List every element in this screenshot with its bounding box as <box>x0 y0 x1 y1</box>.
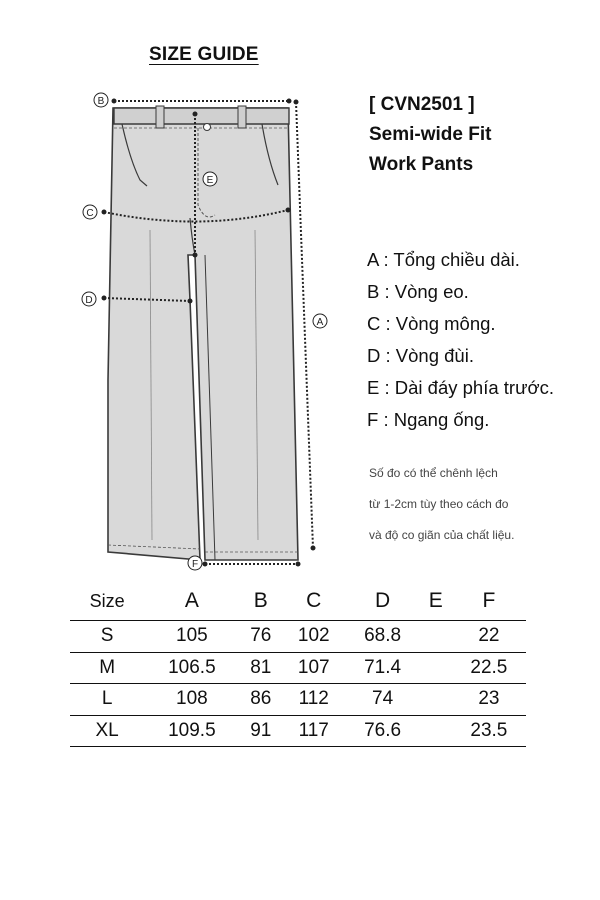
note-line: từ 1-2cm tùy theo cách đo <box>369 497 509 511</box>
table-cell <box>420 621 452 653</box>
column-header: F <box>482 589 496 612</box>
table-cell: 23 <box>452 684 526 716</box>
table-cell: 91 <box>240 715 282 747</box>
table-cell: 107 <box>282 652 346 684</box>
belt-loop <box>238 106 246 128</box>
button <box>204 124 211 131</box>
table-cell <box>420 715 452 747</box>
table-cell: 105 <box>144 621 239 653</box>
table-cell: 71.4 <box>346 652 420 684</box>
table-cell: 117 <box>282 715 346 747</box>
table-cell: 22.5 <box>452 652 526 684</box>
legend-item: C : Vòng mông. <box>367 313 496 334</box>
table-cell: XL <box>70 715 144 747</box>
note-line: Số đo có thể chênh lệch <box>369 466 498 480</box>
table-cell: 108 <box>144 684 239 716</box>
page-title: SIZE GUIDE <box>149 44 259 65</box>
table-cell <box>420 652 452 684</box>
table-cell: 109.5 <box>144 715 239 747</box>
product-name-line1: Semi-wide Fit <box>369 124 492 145</box>
table-cell: 112 <box>282 684 346 716</box>
pants-outline <box>108 108 298 560</box>
table-cell: 86 <box>240 684 282 716</box>
table-cell: 76 <box>240 621 282 653</box>
table-row <box>70 684 526 716</box>
legend-item: B : Vòng eo. <box>367 281 469 302</box>
table-cell <box>420 684 452 716</box>
table-cell: 74 <box>346 684 420 716</box>
table-header-row <box>70 582 526 621</box>
column-header: A <box>184 589 199 612</box>
column-header: B <box>253 589 268 612</box>
table-cell: M <box>70 652 144 684</box>
table-cell: 22 <box>452 621 526 653</box>
legend-item: E : Dài đáy phía trước. <box>367 377 554 398</box>
marker-e: E <box>206 175 214 186</box>
table-row <box>70 621 526 653</box>
table-cell: 81 <box>240 652 282 684</box>
table-cell: 102 <box>282 621 346 653</box>
belt-loop <box>156 106 164 128</box>
guide-b <box>94 93 292 107</box>
marker-f: F <box>191 559 199 570</box>
guide-a <box>294 100 328 551</box>
product-code: [ CVN2501 ] <box>369 94 475 115</box>
pants-illustration <box>108 106 298 560</box>
legend-item: D : Vòng đùi. <box>367 345 474 366</box>
table-cell: 76.6 <box>346 715 420 747</box>
marker-a: A <box>316 317 324 328</box>
table-cell: L <box>70 684 144 716</box>
table-cell: 106.5 <box>144 652 239 684</box>
column-header: E <box>428 589 443 612</box>
legend-item: A : Tổng chiều dài. <box>367 249 520 270</box>
table-cell: 23.5 <box>452 715 526 747</box>
column-header: Size <box>89 590 125 611</box>
waistband <box>114 108 289 124</box>
legend-item: F : Ngang ống. <box>367 409 490 430</box>
table-row <box>70 715 526 747</box>
marker-c: C <box>86 208 94 219</box>
measurement-legend <box>367 244 554 436</box>
note-line: và độ co giãn của chất liệu. <box>369 528 515 542</box>
product-info <box>369 90 491 180</box>
measurement-note <box>369 458 514 551</box>
table-cell: S <box>70 621 144 653</box>
table-row <box>70 652 526 684</box>
marker-b: B <box>97 96 105 107</box>
column-header: C <box>306 589 322 612</box>
product-name-line2: Work Pants <box>369 154 474 175</box>
marker-d: D <box>85 295 93 306</box>
table-cell: 68.8 <box>346 621 420 653</box>
size-table <box>70 582 526 747</box>
column-header: D <box>375 589 391 612</box>
